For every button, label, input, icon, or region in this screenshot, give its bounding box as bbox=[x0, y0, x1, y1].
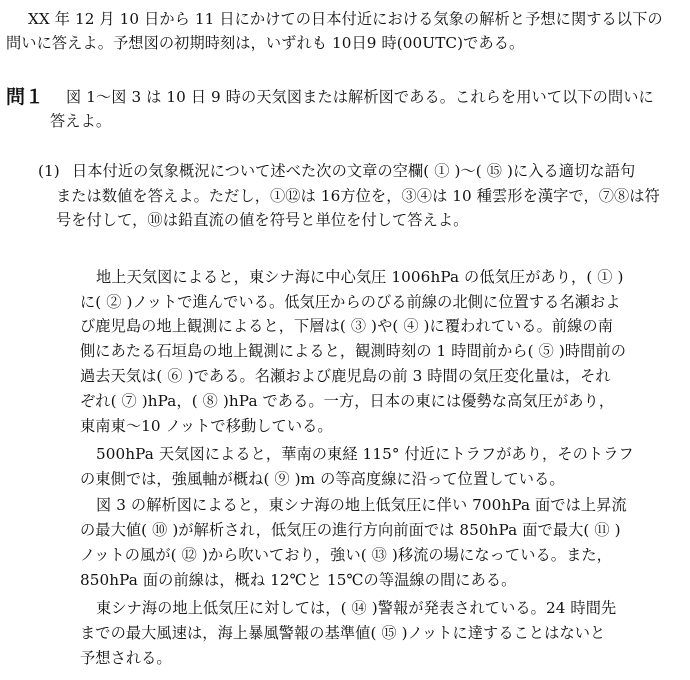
passage-line: の最大値( ⑩ )が解析され，低気圧の進行方向前面では 850hPa 面で最大( ⑪ ) bbox=[80, 521, 621, 539]
subquestion-label: (1) bbox=[38, 162, 60, 180]
passage-line: 予想される。 bbox=[80, 649, 172, 667]
passage-line: 側にあたる石垣島の地上観測によると，観測時刻の 1 時間前から( ⑤ )時間前の bbox=[80, 342, 627, 360]
passage-line: 東シナ海の地上低気圧に対しては，( ⑭ )警報が発表されている。24 時間先 bbox=[96, 599, 617, 617]
question-line: 答えよ。 bbox=[50, 112, 112, 130]
passage-line: 850hPa 面の前線は，概ね 12℃と 15℃の等温線の間にある。 bbox=[80, 571, 517, 589]
passage-line: に( ② )ノットで進んでいる。低気圧からのびる前線の北側に位置する名瀬およ bbox=[80, 293, 621, 311]
question-line: 図 1～図 3 は 10 日 9 時の天気図または解析図である。これらを用いて以下の問いに bbox=[66, 88, 654, 106]
subquestion-line: または数値を答えよ。ただし，①⑫は 16方位を，③④は 10 種雲形を漢字で，⑦⑧は符 bbox=[56, 187, 660, 205]
passage-line: 地上天気図によると，東シナ海に中心気圧 1006hPa の低気圧があり，( ① ) bbox=[96, 268, 624, 286]
passage-line: 過去天気は( ⑥ )である。名瀬および鹿児島の前 3 時間の気圧変化量は，それ bbox=[80, 367, 611, 385]
passage-line: 図 3 の解析図によると，東シナ海の地上低気圧に伴い 700hPa 面では上昇流 bbox=[96, 496, 627, 514]
passage-line: の東側では，強風軸が概ね( ⑨ )m の等高度線に沿って位置している。 bbox=[80, 470, 565, 488]
intro-line: 問いに答えよ。予想図の初期時刻は，いずれも 10日9 時(00UTC)である。 bbox=[6, 34, 525, 52]
passage-line: ぞれ( ⑦ )hPa，( ⑧ )hPa である。一方，日本の東には優勢な高気圧があり， bbox=[80, 392, 615, 410]
passage-line: 500hPa 天気図によると，華南の東経 115° 付近にトラフがあり，そのトラフ bbox=[96, 445, 634, 463]
passage-line: までの最大風速は，海上暴風警報の基準値( ⑮ )ノットに達することはないと bbox=[80, 624, 606, 642]
passage-line: び鹿児島の地上観測によると，下層は( ③ )や( ④ )に覆われている。前線の南 bbox=[80, 317, 614, 335]
intro-line: XX 年 12 月 10 日から 11 日にかけての日本付近における気象の解析と予想に関する以下の bbox=[28, 10, 663, 28]
passage-line: ノットの風が( ⑫ )から吹いており，強い( ⑬ )移流の場になっている。また， bbox=[80, 546, 612, 564]
subquestion-line: 号を付して，⑩は鉛直流の値を符号と単位を付して答えよ。 bbox=[56, 211, 469, 229]
subquestion-line: 日本付近の気象概況について述べた次の文章の空欄( ① )～( ⑮ )に入る適切な語句 bbox=[72, 162, 636, 180]
passage-line: 東南東～10 ノットで移動している。 bbox=[80, 417, 333, 435]
question-label: 問１ bbox=[6, 86, 45, 108]
